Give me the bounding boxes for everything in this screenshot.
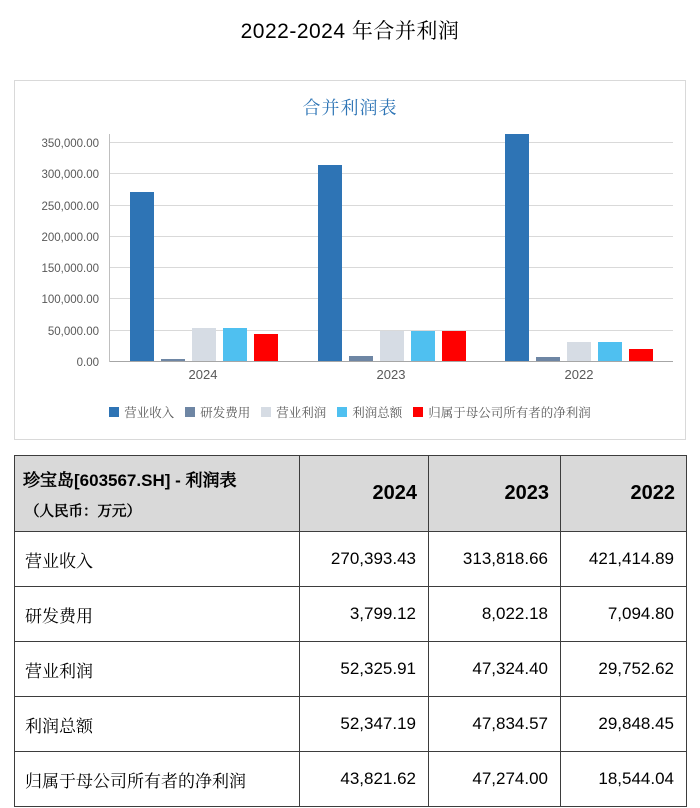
legend-label: 营业利润 bbox=[276, 406, 327, 420]
bar-营业收入-2022 bbox=[505, 134, 529, 361]
y-tick-label: 100,000.00 bbox=[41, 294, 99, 307]
y-tick-label: 200,000.00 bbox=[41, 231, 99, 244]
row-label: 利润总额 bbox=[15, 697, 300, 752]
row-label: 研发费用 bbox=[15, 587, 300, 642]
row-value: 43,821.62 bbox=[300, 752, 429, 807]
row-value: 52,347.19 bbox=[300, 697, 429, 752]
legend-label: 利润总额 bbox=[352, 406, 403, 420]
row-value: 18,544.04 bbox=[561, 752, 687, 807]
x-tick-label: 2023 bbox=[376, 367, 406, 382]
bar-利润总额-2022 bbox=[598, 342, 622, 361]
chart-card bbox=[14, 80, 686, 440]
legend-label: 研发费用 bbox=[200, 406, 251, 420]
page-title: 2022-2024 年合并利润 bbox=[240, 20, 460, 43]
bar-营业收入-2023 bbox=[318, 165, 342, 361]
legend-label: 营业收入 bbox=[124, 406, 175, 420]
legend-swatch bbox=[109, 407, 119, 417]
chart-legend bbox=[15, 403, 685, 421]
row-value: 3,799.12 bbox=[300, 587, 429, 642]
row-value: 313,818.66 bbox=[429, 532, 561, 587]
row-value: 47,834.57 bbox=[429, 697, 561, 752]
y-tick-label: 250,000.00 bbox=[41, 200, 99, 213]
table-body bbox=[15, 532, 687, 807]
bar-归属于母公司所有者的净利润-2023 bbox=[442, 331, 466, 361]
x-axis bbox=[109, 362, 673, 386]
bar-group-2024 bbox=[110, 134, 298, 361]
column-header-2023: 2023 bbox=[429, 456, 561, 532]
table-row bbox=[15, 532, 687, 587]
bar-利润总额-2023 bbox=[411, 331, 435, 361]
legend-item-营业利润 bbox=[261, 403, 326, 421]
chart-body bbox=[15, 134, 685, 369]
bar-利润总额-2024 bbox=[223, 328, 247, 361]
column-header-2022: 2022 bbox=[561, 456, 687, 532]
x-tick-label: 2024 bbox=[188, 367, 218, 382]
bar-groups bbox=[110, 134, 673, 361]
legend-swatch bbox=[261, 407, 271, 417]
legend-swatch bbox=[337, 407, 347, 417]
bar-研发费用-2024 bbox=[161, 359, 185, 361]
profit-table bbox=[14, 455, 687, 807]
table-row bbox=[15, 752, 687, 807]
y-axis bbox=[15, 134, 109, 369]
bar-group-2022 bbox=[485, 134, 673, 361]
row-value: 270,393.43 bbox=[300, 532, 429, 587]
y-tick-label: 300,000.00 bbox=[41, 169, 99, 182]
chart-title: 合并利润表 bbox=[302, 98, 398, 118]
legend-item-研发费用 bbox=[185, 403, 250, 421]
table-row bbox=[15, 697, 687, 752]
row-value: 47,274.00 bbox=[429, 752, 561, 807]
legend-item-归属于母公司所有者的净利润 bbox=[413, 403, 591, 421]
table-row bbox=[15, 642, 687, 697]
y-tick-label: 150,000.00 bbox=[41, 263, 99, 276]
row-label: 归属于母公司所有者的净利润 bbox=[15, 752, 300, 807]
row-value: 29,848.45 bbox=[561, 697, 687, 752]
row-value: 421,414.89 bbox=[561, 532, 687, 587]
table-title: 珍宝岛[603567.SH] - 利润表 bbox=[23, 471, 237, 490]
legend-label: 归属于母公司所有者的净利润 bbox=[428, 406, 591, 420]
row-value: 8,022.18 bbox=[429, 587, 561, 642]
row-label: 营业利润 bbox=[15, 642, 300, 697]
table-title-cell bbox=[15, 456, 300, 532]
row-label: 营业收入 bbox=[15, 532, 300, 587]
column-header-2024: 2024 bbox=[300, 456, 429, 532]
gridline bbox=[110, 361, 673, 362]
row-value: 29,752.62 bbox=[561, 642, 687, 697]
bar-营业利润-2024 bbox=[192, 328, 216, 361]
table-header-row bbox=[15, 456, 687, 532]
legend-swatch bbox=[413, 407, 423, 417]
plot-area bbox=[109, 134, 673, 362]
y-tick-label: 0.00 bbox=[76, 357, 99, 369]
x-tick-label: 2022 bbox=[564, 367, 594, 382]
bar-group-2023 bbox=[298, 134, 486, 361]
legend-swatch bbox=[185, 407, 195, 417]
y-tick-label: 50,000.00 bbox=[47, 325, 99, 338]
bar-营业利润-2023 bbox=[380, 331, 404, 361]
bar-归属于母公司所有者的净利润-2024 bbox=[254, 334, 278, 361]
legend-item-利润总额 bbox=[337, 403, 402, 421]
table-row bbox=[15, 587, 687, 642]
row-value: 7,094.80 bbox=[561, 587, 687, 642]
table-subtitle: （人民币：万元） bbox=[25, 504, 141, 520]
legend-item-营业收入 bbox=[109, 403, 174, 421]
row-value: 47,324.40 bbox=[429, 642, 561, 697]
y-tick-label: 350,000.00 bbox=[41, 138, 99, 150]
bar-营业利润-2022 bbox=[567, 342, 591, 361]
bar-营业收入-2024 bbox=[130, 192, 154, 361]
bar-研发费用-2023 bbox=[349, 356, 373, 361]
bar-归属于母公司所有者的净利润-2022 bbox=[629, 349, 653, 361]
bar-研发费用-2022 bbox=[536, 357, 560, 361]
row-value: 52,325.91 bbox=[300, 642, 429, 697]
